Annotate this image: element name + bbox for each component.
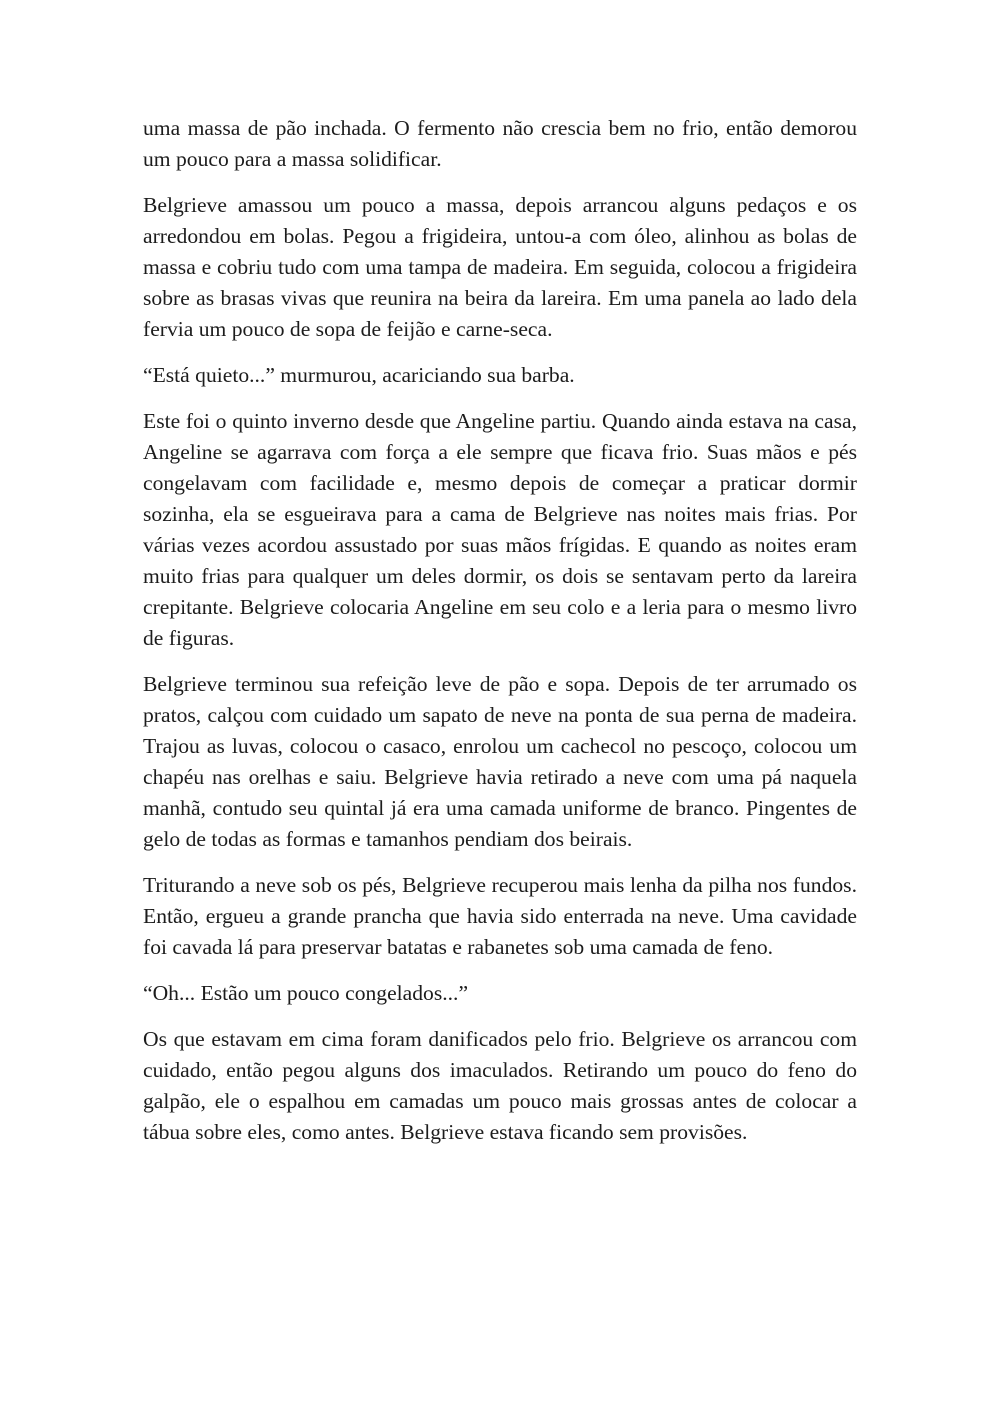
body-text [143,113,857,1148]
paragraph-6: Triturando a neve sob os pés, Belgrieve recuperou mais lenha da pilha nos fundos. Então, ergueu a grande prancha que havia sido enterrada na neve. Uma cavidade foi cavada lá para preservar batatas e rabanetes sob uma camada de feno. [143,873,857,959]
paragraph-1: uma massa de pão inchada. O fermento não crescia bem no frio, então demorou um pouco para a massa solidificar. [143,116,857,171]
paragraph-4: Este foi o quinto inverno desde que Angeline partiu. Quando ainda estava na casa, Angeline se agarrava com força a ele sempre que ficava frio. Suas mãos e pés congelavam com facilidade e, mesmo depois de começar a praticar dormir sozinha, ela se esgueirava para a cama de Belgrieve nas noites mais frias. Por várias vezes acordou assustado por suas mãos frígidas. E quando as noites eram muito frias para qualquer um deles dormir, os dois se sentavam perto da lareira crepitante. Belgrieve colocaria Angeline em seu colo e a leria para o mesmo livro de figuras. [143,409,857,650]
paragraph-2: Belgrieve amassou um pouco a massa, depois arrancou alguns pedaços e os arredondou em bolas. Pegou a frigideira, untou-a com óleo, alinhou as bolas de massa e cobriu tudo com uma tampa de madeira. Em seguida, colocou a frigideira sobre as brasas vivas que reunira na beira da lareira. Em uma panela ao lado dela fervia um pouco de sopa de feijão e carne-seca. [143,193,857,341]
paragraph-5: Belgrieve terminou sua refeição leve de pão e sopa. Depois de ter arrumado os pratos, calçou com cuidado um sapato de neve na ponta de sua perna de madeira. Trajou as luvas, colocou o casaco, enrolou um cachecol no pescoço, colocou um chapéu nas orelhas e saiu. Belgrieve havia retirado a neve com uma pá naquela manhã, contudo seu quintal já era uma camada uniforme de branco. Pingentes de gelo de todas as formas e tamanhos pendiam dos beirais. [143,672,857,851]
paragraph-3: “Está quieto...” murmurou, acariciando sua barba. [143,363,575,387]
paragraph-8: Os que estavam em cima foram danificados pelo frio. Belgrieve os arrancou com cuidado, então pegou alguns dos imaculados. Retirando um pouco do feno do galpão, ele o espalhou em camadas um pouco mais grossas antes de colocar a tábua sobre eles, como antes. Belgrieve estava ficando sem provisões. [143,1027,857,1144]
paragraph-7: “Oh... Estão um pouco congelados...” [143,981,469,1005]
